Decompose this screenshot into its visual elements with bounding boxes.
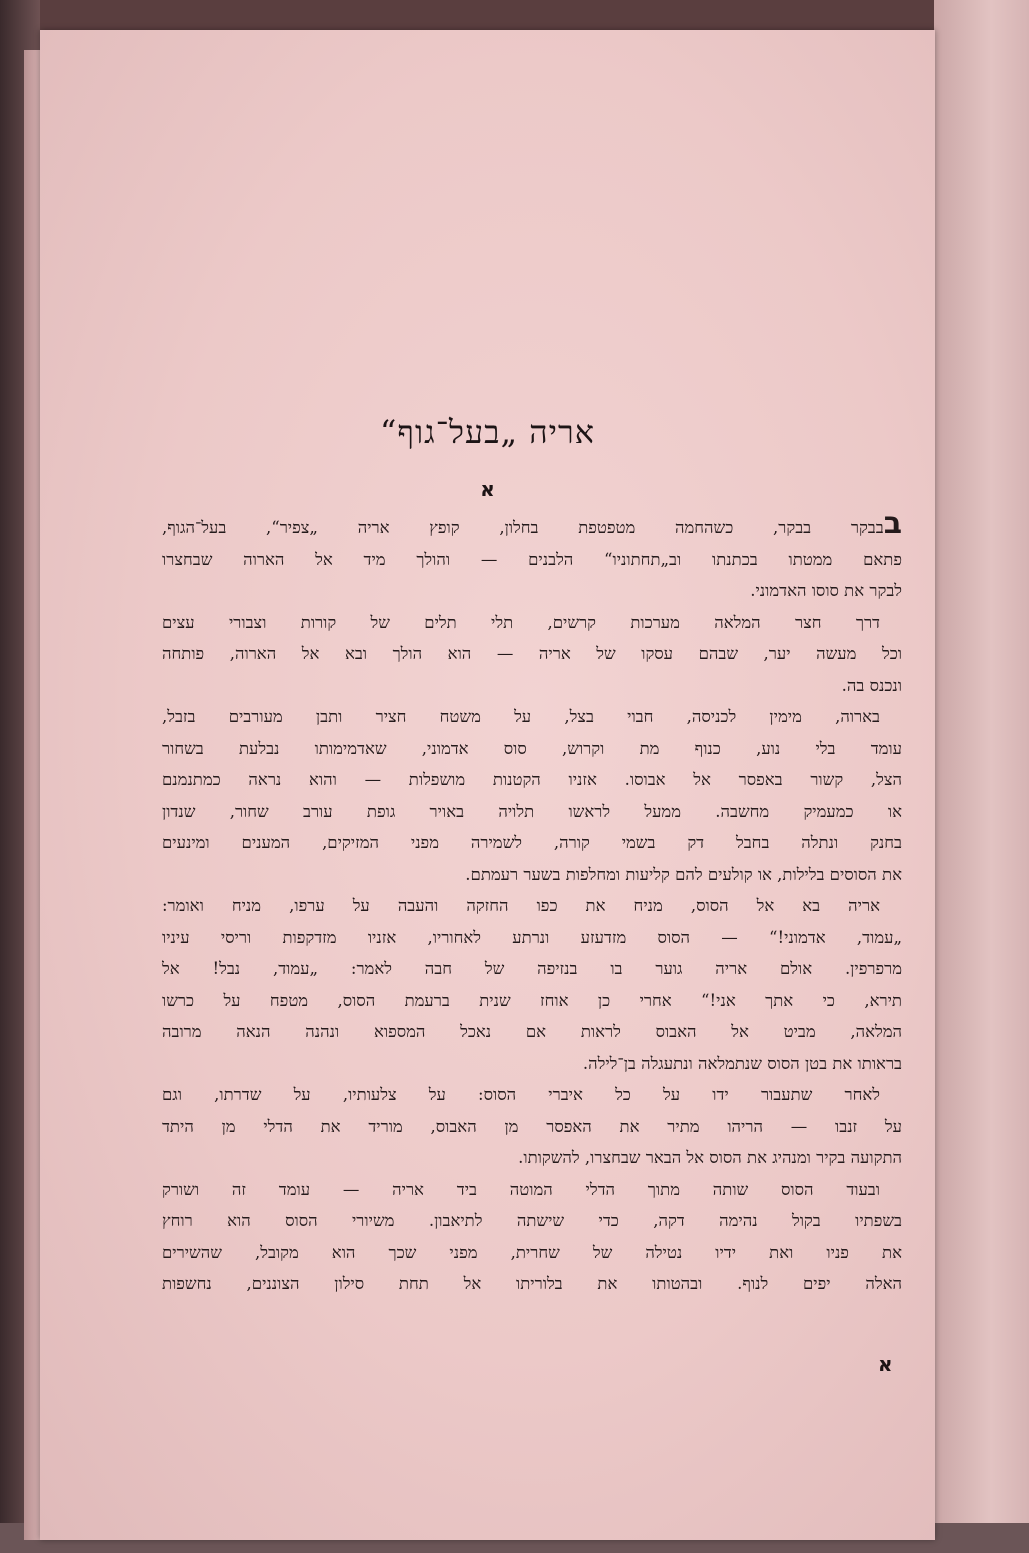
text-line: לאחר שתעבור ידו על כל איברי הסוס: על צלעותיו, על שדרתו, וגם bbox=[162, 1085, 880, 1104]
text-line: „עמוד, אדמוני!“ — הסוס מזדעזע ונרתע לאחוריו, אזניו מזדקפות וריסי עיניו bbox=[162, 927, 902, 947]
text-line-1-rest: בבקר בבקר, כשהחמה מטפטפת בחלון, קופץ אריה „צפיר“, בעל־הגוף, bbox=[162, 518, 884, 537]
text-line: על זנבו — הריהו מתיר את האפסר מן האבוס, מוריד את הדלי מן היתד bbox=[162, 1116, 902, 1136]
text-line: בארוה, מימין לכניסה, חבוי בצל, על משטח חציר ותבן מעורבים בזבל, bbox=[162, 707, 880, 726]
text-line: את פניו ואת ידיו נטילה של שחרית, מפני שכך הוא מקובל, שהשירים bbox=[162, 1242, 902, 1262]
book-page bbox=[40, 30, 935, 1540]
text-line: בחנק ונתלה בחבל דק בשמי קורה, לשמירה מפני המזיקים, המענים ומינעים bbox=[162, 833, 902, 852]
text-line: או כמעמיק מחשבה. ממעל לראשו תלויה באויר גופת עורב שחור, שנדון bbox=[162, 801, 902, 821]
text-line: לבקר את סוסו האדמוני. bbox=[750, 581, 902, 600]
text-line: הצל, קשור באפסר אל אבוסו. אזניו הקטנות מושפלות — והוא נראה כמתנמנם bbox=[162, 770, 902, 789]
section-number: א bbox=[480, 477, 495, 501]
text-line: המלאה, מביט אל האבוס לראות אם נאכל המספוא ונהנה הנאה מרובה bbox=[162, 1022, 902, 1041]
text-line: ובעוד הסוס שותה מתוך הדלי המוטה ביד אריה — עומד זה ושורק bbox=[162, 1179, 880, 1199]
drop-cap: ב bbox=[883, 512, 902, 541]
text-line: בשפתיו בקול נהימה דקה, כדי שישתה לתיאבון. משיורי הסוס הוא רוחץ bbox=[162, 1211, 902, 1230]
page-number: א bbox=[878, 1352, 893, 1376]
background-right bbox=[934, 0, 1029, 1553]
text-line: דרך חצר המלאה מערכות קרשים, תלי תלים של קורות וצבורי עצים bbox=[162, 612, 880, 632]
text-line: וכל מעשה יער, שבהם עסקו של אריה — הוא הולך ובא אל הארוה, פותחה bbox=[162, 644, 902, 663]
text-line: האלה יפים לנוף. ובהטותו את בלוריתו אל תחת סילון הצוננים, נחשפות bbox=[162, 1274, 902, 1293]
text-line: בראותו את בטן הסוס שנתמלאה ונתעגלה בן־לילה. bbox=[582, 1053, 902, 1073]
text-line: אריה בא אל הסוס, מניח את כפו החזקה והעבה על ערפו, מניח ואומר: bbox=[162, 896, 880, 915]
text-line: תירא, כי אתך אני!“ אחרי כן אוחז שנית ברעמת הסוס, מטפח על כרשו bbox=[162, 990, 902, 1010]
text-line: את הסוסים בלילות, או קולעים להם קליעות ומחלפות בשער רעמתם. bbox=[465, 864, 902, 884]
text-line: עומד בלי נוע, כנוף מת וקרוש, סוס אדמוני, שאדמימותו נבלעת בשחור bbox=[162, 738, 902, 758]
text-line: ונכנס בה. bbox=[841, 675, 902, 695]
text-line: פתאם ממטתו בכתנתו וב„תחתוניו“ הלבנים — והולך מיד אל הארוה שבחצרו bbox=[162, 549, 902, 569]
text-line-1 bbox=[162, 512, 902, 544]
chapter-title: אריה „בעל־גוף“ bbox=[380, 413, 595, 451]
body-text bbox=[162, 512, 902, 1300]
text-line: התקועה בקיר ומנהיג את הסוס אל הבאר שבחצרו, להשקותו. bbox=[518, 1148, 902, 1167]
text-line: מרפרפין. אולם אריה גוער בו בנזיפה של חבה לאמר: „עמוד, נבל! אל bbox=[162, 959, 902, 978]
